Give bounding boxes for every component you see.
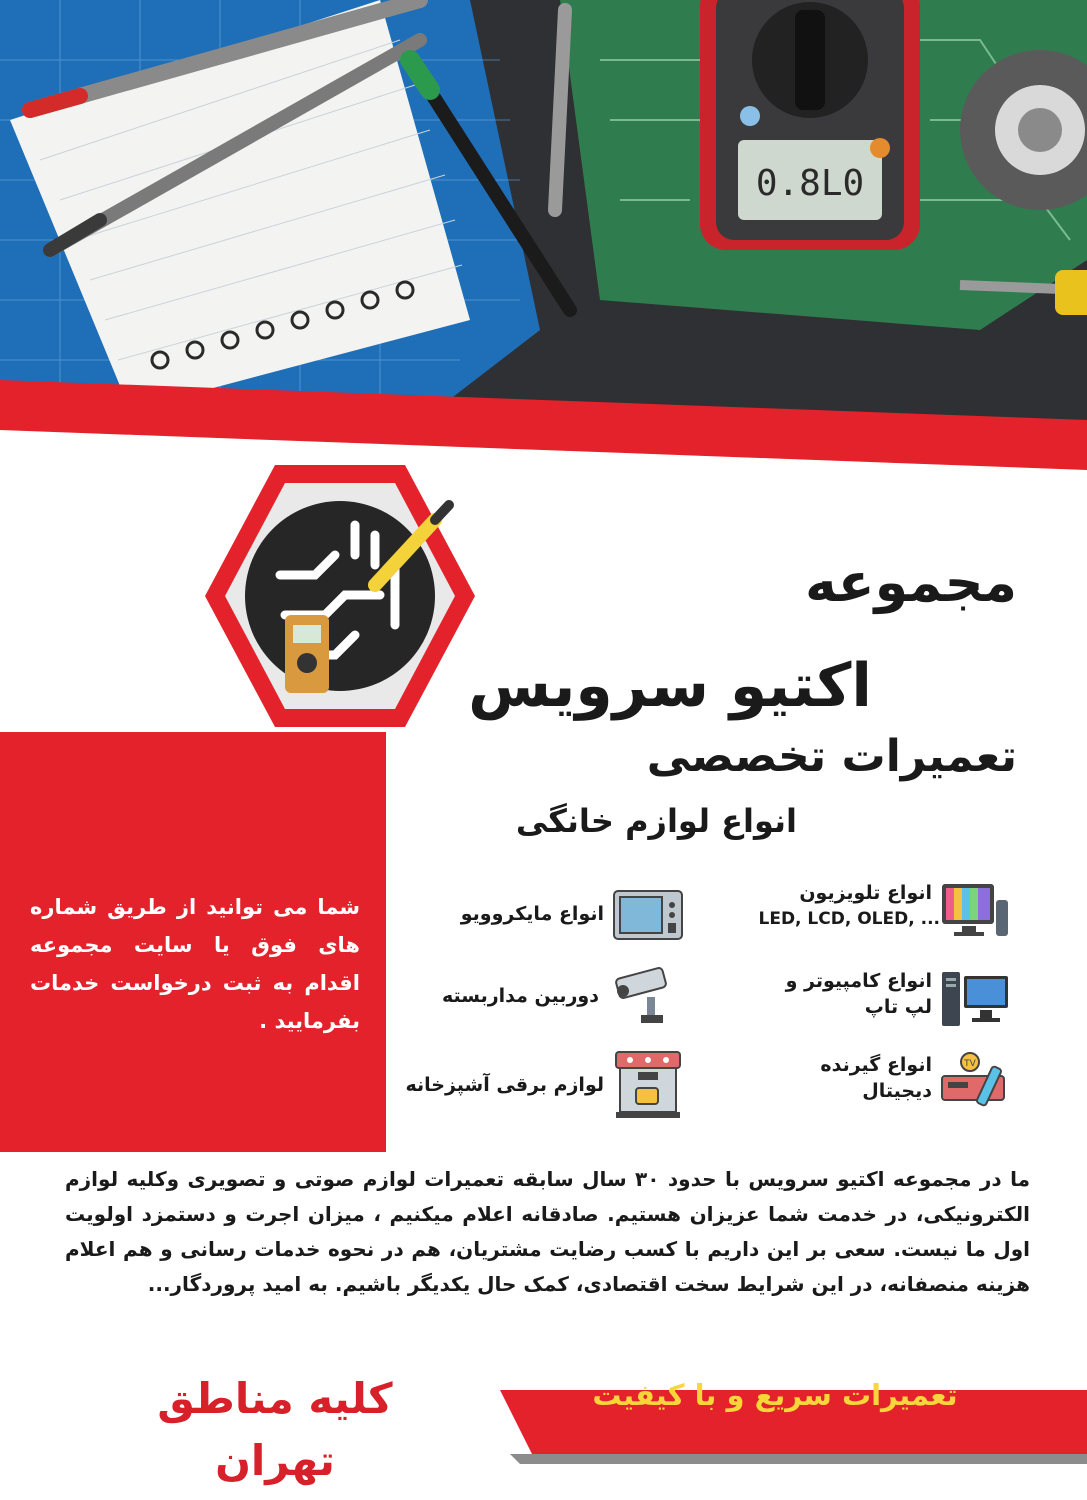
cta-box xyxy=(0,732,386,1152)
service-item-computer xyxy=(732,968,1012,1030)
page-title: تعمیرات تخصصی xyxy=(646,731,1017,782)
microwave-icon xyxy=(612,885,684,947)
service-item-microwave xyxy=(424,885,684,947)
service-item-kitchen xyxy=(384,1048,684,1120)
footer-ribbon-text: تعمیرات سریع و با کیفیت xyxy=(592,1378,958,1412)
service-item-receiver xyxy=(722,1052,1012,1114)
cctv-camera-icon xyxy=(607,965,679,1027)
electronics-workbench-illustration xyxy=(0,0,1087,560)
brand-prefix: مجموعه xyxy=(804,551,1017,614)
about-paragraph: ما در مجموعه اکتیو سرویس با حدود ۳۰ سال سابقه تعمیرات لوازم صوتی و تصویری وکلیه لوازم الکترونیکی، در خدمت شما عزیزان هستیم. صادقانه اعلام میکنیم ، میزان اجرت و دستمزد اولویت اول ما نیست. سعی بر این داریم با کسب رضایت مشتریان، هم در نحوه خدمات رسانی و هم اعلام هزینه منصفانه، در این شرایط سخت اقتصادی، کمک حال یکدیگر باشیم. به امید پروردگار... xyxy=(65,1167,1030,1296)
service-label: انواع تلویزیون xyxy=(799,882,932,904)
service-sublabel: LED, LCD, OLED, ... xyxy=(758,909,940,929)
service-label: انواع گیرنده دیجیتال xyxy=(820,1054,932,1102)
svg-text:TV: TV xyxy=(964,1059,976,1069)
service-label: دوربین مداربسته xyxy=(441,985,599,1007)
service-region: کلیه مناطق تهران xyxy=(157,1374,393,1485)
svg-text:0.8L0: 0.8L0 xyxy=(755,163,865,204)
brand-name: اکتیو سرویس xyxy=(468,651,872,721)
service-item-cctv xyxy=(424,965,679,1027)
receiver-icon xyxy=(940,1052,1012,1114)
multimeter-logo-icon xyxy=(285,615,329,693)
coffee-machine-icon xyxy=(612,1048,684,1120)
tv-icon xyxy=(940,880,1012,942)
service-item-tv xyxy=(732,880,1012,942)
cta-text: شما می توانید از طریق شماره های فوق یا سایت مجموعه اقدام به ثبت درخواست خدمات بفرمایید . xyxy=(30,895,360,1033)
multimeter-graphic xyxy=(700,0,920,250)
page-subtitle: انواع لوازم خانگی xyxy=(515,802,797,840)
computer-icon xyxy=(940,968,1012,1030)
service-label: لوازم برقی آشپزخانه xyxy=(405,1074,604,1096)
hero-photo xyxy=(0,0,1087,560)
service-label: انواع مایکروویو xyxy=(460,903,604,925)
service-label: انواع کامپیوتر و لپ تاپ xyxy=(785,970,932,1018)
